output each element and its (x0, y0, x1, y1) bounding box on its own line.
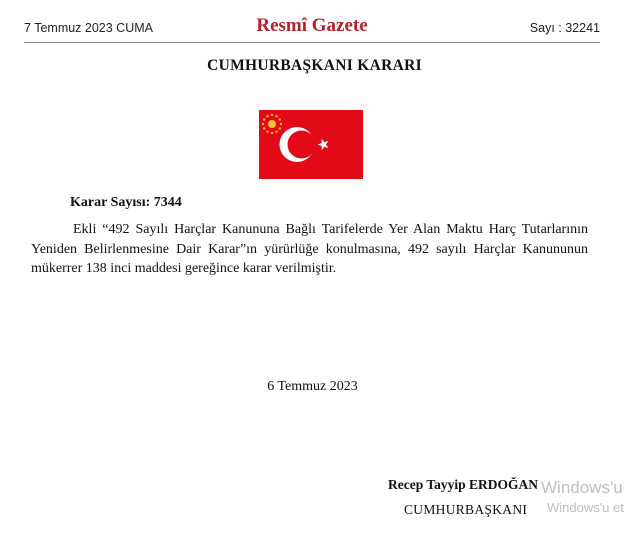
gazette-header (24, 14, 600, 42)
signature-date: 6 Temmuz 2023 (267, 379, 358, 394)
gazette-name: Resmî Gazete (256, 15, 368, 36)
document-title: CUMHURBAŞKANI KARARI (207, 57, 422, 74)
decree-body: Ekli “492 Sayılı Harçlar Kanununa Bağlı Tarifelerde Yer Alan Maktu Harç Tutarlarının Yeniden Belirlenmesine Dair Karar”ın yürürlüğe konulmasına, 492 sayılı Harçlar Kanununun mükerrer 138 inci maddesi gereğince karar verilmiştir. (31, 222, 588, 276)
watermark-line-2: Windows'u et (547, 500, 624, 515)
signer-name: Recep Tayyip ERDOĞAN (388, 477, 539, 492)
signer-title: CUMHURBAŞKANI (404, 502, 528, 517)
issue-number: Sayı : 32241 (529, 21, 600, 35)
turkish-presidential-flag-icon (259, 110, 363, 179)
decree-number: Karar Sayısı: 7344 (70, 195, 182, 210)
header-divider (24, 42, 600, 43)
publication-date: 7 Temmuz 2023 CUMA (24, 21, 153, 35)
watermark-line-1: Windows'u (541, 478, 623, 497)
